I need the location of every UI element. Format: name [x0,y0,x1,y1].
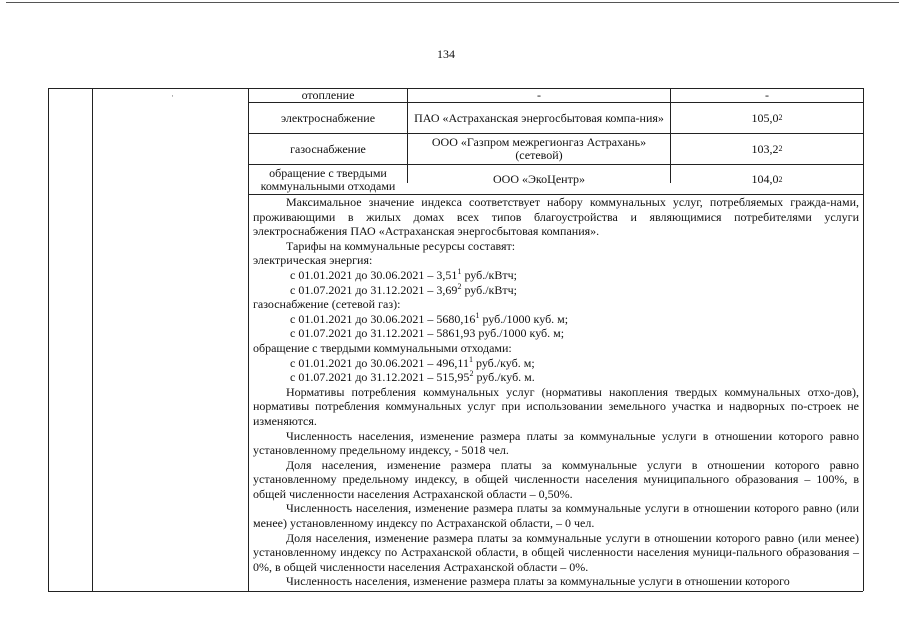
tariff-waste-1-unit: руб./куб. м; [473,355,535,370]
value-waste: 104,0 2 [751,172,783,186]
tariff-electricity-2-footnote: 2 [457,281,462,291]
paragraph-population-limit: Численность населения, изменение размера платы за коммунальные услуги в отношении которого равно установленному предельному индексу, - 5018 чел. [253,428,859,458]
value-gas-number: 103,2 [751,141,779,156]
document-table [48,88,863,591]
tariff-electricity-2 [253,283,859,298]
service-electricity: электроснабжение [280,110,376,125]
tariff-gas-1-unit: руб./1000 куб. м; [479,311,569,326]
tariff-waste-2-unit: руб./куб. м. [473,370,535,385]
table-bottom-border [48,591,863,592]
provider-heating: - [537,87,541,102]
paragraph-population-continued: Численность населения, изменение размера платы за коммунальные услуги в отношении которого [286,574,790,589]
value-waste-number: 104,0 [751,172,779,186]
table-column-divider-1 [92,88,93,591]
tariff-electricity-1-unit: руб./кВтч; [461,267,518,282]
tariff-gas-1 [253,312,859,327]
tariff-gas-1-footnote: 1 [475,310,480,320]
label-waste: обращение с твердыми коммунальными отходами: [253,340,512,355]
tariff-electricity-2-unit: руб./кВтч; [461,282,518,297]
tariff-electricity-1 [253,268,859,283]
provider-waste: ООО «ЭкоЦентр» [493,172,585,186]
paragraph-share-limit: Доля населения, изменение размера платы за коммунальные услуги в отношении которого равно установленному предельному индексу, в общей численности населения муниципального образования – 100%, в общей численности населения Астраханской области – 0,50%. [253,457,859,501]
paragraph-share-regional: Доля населения, изменение размера платы за коммунальные услуги в отношении которого равно (или менее) установленному индексу по Астраханской области, в общей численности населения муници-пального образования – 0%, в общей численности населения Астраханской области – 0%. [253,530,859,574]
label-electricity: электрическая энергия: [253,253,373,268]
scan-speck: · [171,91,174,101]
tariff-waste-1 [253,356,859,371]
paragraph-tariffs-intro: Тарифы на коммунальные ресурсы составят: [286,238,516,253]
tariff-waste-2-text: с 01.07.2021 до 31.12.2021 – 515,95 [290,370,470,385]
tariff-gas-1-text: с 01.01.2021 до 30.06.2021 – 5680,16 [290,311,476,326]
value-electricity: 105,0 2 [751,110,783,125]
tariff-waste-2-footnote: 2 [469,369,474,379]
provider-gas: ООО «Газпром межрегионгаз Астрахань» (сетевой) [431,135,647,162]
tariff-electricity-1-footnote: 1 [457,266,462,276]
paragraph-norms: Нормативы потребления коммунальных услуг (нормативы накопления твердых коммунальных отхо-дов), нормативы потребления коммунальных услуг при использовании земельного участка и надворных по-строек не изменяются. [253,384,859,428]
provider-electricity: ПАО «Астраханская энергосбытовая компа-ния» [414,110,664,125]
tariff-electricity-1-text: с 01.01.2021 до 30.06.2021 – 3,51 [290,267,458,282]
table-left-border [48,88,49,591]
service-waste: обращение с твердыми коммунальными отходами [260,165,396,193]
service-gas: газоснабжение [290,141,366,156]
value-electricity-number: 105,0 [751,110,779,125]
description-text [253,195,859,589]
value-gas: 103,2 2 [751,141,783,156]
page-top-border [6,2,899,3]
value-heating: - [765,87,769,102]
tariff-waste-1-footnote: 1 [469,354,473,364]
tariff-electricity-2-text: с 01.07.2021 до 31.12.2021 – 3,69 [290,282,458,297]
tariff-gas-2: с 01.07.2021 до 31.12.2021 – 5861,93 руб./1000 куб. м; [290,326,565,341]
paragraph-population-regional: Численность населения, изменение размера платы за коммунальные услуги в отношении которого равно (или менее) установленному индексу по Астраханской области, – 0 чел. [253,501,859,531]
tariff-waste-1-text: с 01.01.2021 до 30.06.2021 – 496,11 [290,355,469,370]
table-right-border [863,88,864,591]
paragraph-max-index: Максимальное значение индекса соответствует набору коммунальных услуг, потребляемых гражда-нами, проживающими в жилых домах всех типов благоустройства и являющимися потребителями услуги электроснабжения ПАО «Астраханская энергосбытовая компания». [253,195,859,239]
label-gas: газоснабжение (сетевой газ): [253,297,401,312]
tariff-waste-2 [253,370,859,385]
service-heating: отопление [301,87,355,102]
page-number: 134 [437,47,455,61]
